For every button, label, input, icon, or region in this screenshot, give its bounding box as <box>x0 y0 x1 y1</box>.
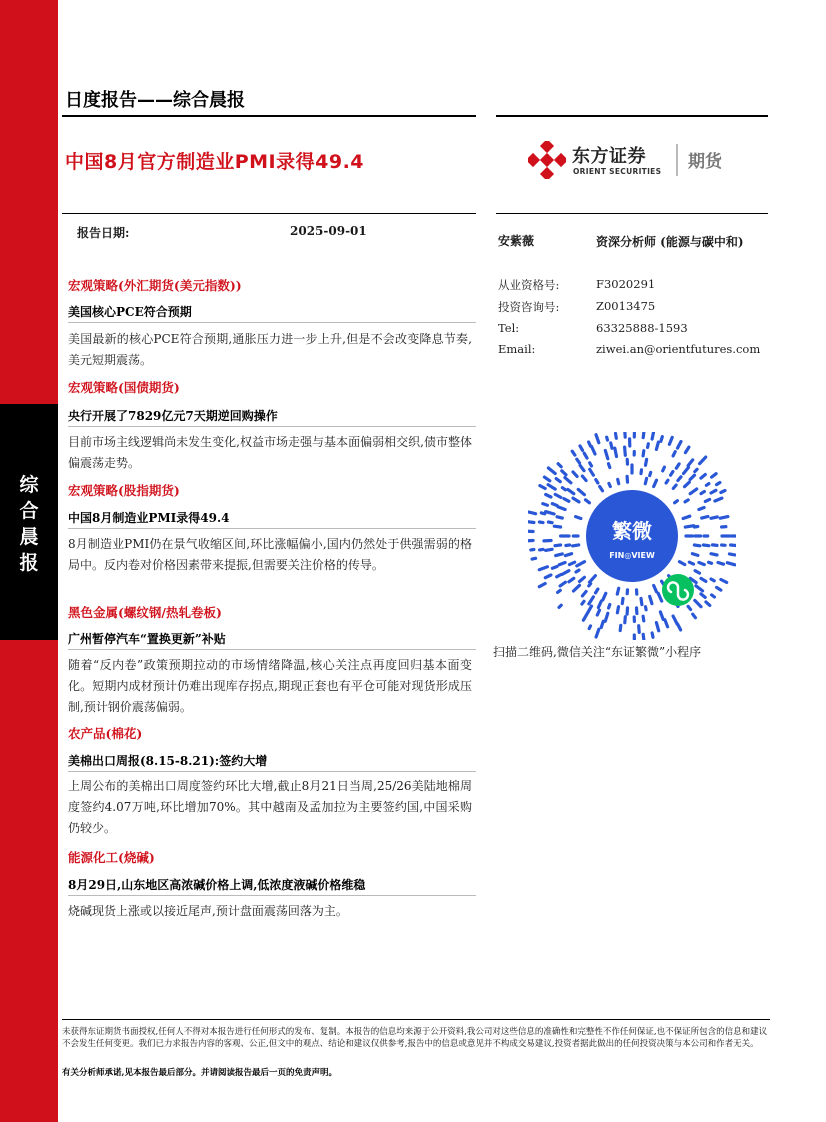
qr-code-mark <box>562 571 569 575</box>
qr-code-mark <box>673 485 676 488</box>
qr-code-mark <box>665 620 668 627</box>
qr-code-mark <box>589 442 591 446</box>
header-rule-left <box>62 115 476 117</box>
qr-code-mark <box>701 492 704 494</box>
qr-code-mark <box>539 584 545 587</box>
qr-code-mark <box>618 479 619 483</box>
qr-code-mark <box>540 549 543 550</box>
report-date-value: 2025-09-01 <box>290 224 367 238</box>
qr-code-mark <box>607 437 608 440</box>
analyst-title: 资深分析师 (能源与碳中和) <box>596 235 744 249</box>
qr-code-mark <box>693 614 696 618</box>
qr-code-mark <box>580 577 585 581</box>
qr-code-mark <box>695 469 697 471</box>
qr-code-mark <box>690 489 697 494</box>
qr-code-mark <box>560 582 565 586</box>
qr-code-mark <box>596 480 598 483</box>
logo-english-name: ORIENT SECURITIES <box>573 167 662 176</box>
qr-code-mark <box>713 545 718 546</box>
qr-code-mark <box>565 554 571 556</box>
qr-center-text: 繁微 <box>612 519 652 543</box>
qr-code-mark <box>605 613 608 621</box>
qr-code-mark <box>558 590 561 592</box>
section-category: 宏观策略(外汇期货(美元指数)) <box>68 278 242 293</box>
qr-code-mark <box>541 513 545 514</box>
section-category: 能源化工(烧碱) <box>68 850 155 865</box>
qr-code-mark <box>562 471 566 475</box>
qr-code-mark <box>596 629 599 637</box>
qr-code-mark <box>570 562 575 564</box>
qr-code-mark <box>729 554 734 555</box>
qr-code-mark <box>675 501 678 503</box>
qr-code-mark <box>711 517 717 518</box>
section-headline: 美棉出口周报(8.15-8.21):签约大增 <box>68 754 268 768</box>
qr-code-mark <box>684 467 689 473</box>
date-rule-right <box>496 213 768 214</box>
qualification-value: F3020291 <box>596 277 656 291</box>
qr-code-mark <box>678 624 681 630</box>
qr-code-mark <box>688 460 693 466</box>
qr-code-mark <box>715 498 722 501</box>
qr-code-mark <box>609 483 610 486</box>
qr-code-mark <box>548 468 555 474</box>
section-divider <box>68 322 476 323</box>
qr-code-mark <box>552 504 557 506</box>
email-link[interactable]: ziwei.an@orientfutures.com <box>596 342 761 356</box>
qr-code-mark <box>546 549 553 550</box>
qr-code-mark <box>566 545 570 546</box>
qr-code-mark <box>622 598 623 603</box>
qr-code-mark <box>685 500 688 502</box>
qr-code-mark <box>558 507 565 510</box>
section-body: 目前市场主线逻辑尚未发生变化,权益市场走强与基本面偏弱相交织,债市整体偏震荡走势。 <box>68 435 472 470</box>
analyst-name: 安紫薇 <box>498 234 535 248</box>
report-type-header: 日度报告——综合晨报 <box>65 90 245 111</box>
section-headline: 央行开展了7829亿元7天期逆回购操作 <box>68 409 278 423</box>
qr-code-mark <box>556 479 560 482</box>
qr-code-mark <box>598 601 601 607</box>
logo-chinese-name: 东方证券 <box>572 146 646 167</box>
qr-code-mark <box>590 469 594 475</box>
qr-code-mark <box>706 602 710 606</box>
qr-code-mark <box>583 614 587 620</box>
qr-code-mark <box>643 451 644 456</box>
qr-code-mark <box>559 563 565 565</box>
qr-code-mark <box>577 459 580 463</box>
tel-value: 63325888-1593 <box>596 321 688 335</box>
qr-code-mark <box>589 597 594 604</box>
qr-code-mark <box>609 464 610 468</box>
qr-code-mark <box>700 457 706 464</box>
qr-code-mark <box>565 478 571 483</box>
qr-code-mark <box>615 448 617 456</box>
section-category: 宏观策略(国债期货) <box>68 380 180 395</box>
qr-code-mark <box>609 605 610 609</box>
qr-code-mark <box>685 482 690 487</box>
footer-disclaimer: 未获得东证期货书面授权,任何人不得对本报告进行任何形式的发布、复制。本报告的信息均来源于公开资料,我公司对这些信息的准确性和完整性不作任何保证,也不保证所包含的信息和建议不会发生任何变更。我们已力求报告内容的客观、公正,但文中的观点、结论和建议仅供参考,报告中的信息或意见并不构成交易建议,投资者据此做出的任何投资决策与本公司和作者无关。 <box>62 1027 768 1049</box>
qr-code-mark <box>617 588 618 594</box>
qr-code-mark <box>573 498 579 502</box>
section-body: 美国最新的核心PCE符合预期,通胀压力进一步上升,但是不会改变降息节奏,美元短期震荡。 <box>68 332 472 367</box>
qr-code-mark <box>669 437 672 444</box>
qr-code-mark <box>554 526 560 527</box>
qr-center-subtext: FIN◎VIEW <box>609 551 655 560</box>
qr-code-mark <box>573 472 577 477</box>
section-divider <box>68 895 476 896</box>
qr-code-mark <box>701 475 705 479</box>
qr-code-mark <box>683 516 690 518</box>
qr-code-mark <box>706 484 709 486</box>
page-title: 中国8月官方制造业PMI录得49.4 <box>65 151 365 173</box>
qr-code-mark <box>539 522 543 523</box>
qr-code-mark <box>625 432 626 437</box>
section-headline: 8月29日,山东地区高浓碱价格上调,低浓度液碱价格维稳 <box>68 878 366 892</box>
qr-code-mark <box>611 443 612 448</box>
qr-code-mark <box>589 584 591 586</box>
qr-code-mark <box>556 554 563 556</box>
qr-code-mark <box>717 483 720 485</box>
qr-code-mark <box>625 617 626 623</box>
qr-code-mark <box>546 495 551 498</box>
qr-code-mark <box>671 472 673 476</box>
qr-code-mark <box>543 504 548 506</box>
qr-code-mark <box>680 562 685 565</box>
qr-code-mark <box>564 499 569 502</box>
left-section-tab-label: 综合晨报 <box>19 474 39 574</box>
qr-code-mark <box>654 480 657 486</box>
qr-code-mark <box>643 432 644 438</box>
footer-rule <box>62 1019 770 1020</box>
qr-code-mark <box>582 601 584 604</box>
email-label: Email: <box>498 342 536 356</box>
qr-code-mark <box>643 634 644 640</box>
qr-code-mark <box>658 593 662 601</box>
qr-code-mark <box>721 580 727 583</box>
section-divider <box>68 771 476 772</box>
consulting-value: Z0013475 <box>596 299 656 313</box>
section-body: 随着“反内卷”政策预期拉动的市场情绪降温,核心关注点再度回归基本面变化。短期内成材预计仍难出现库存拐点,期现正套也有平仓可能对现货形成压制,预计钢价震荡偏弱。 <box>68 658 472 714</box>
qr-code-mark <box>678 442 682 449</box>
qr-code-mark <box>596 435 599 443</box>
section-body: 烧碱现货上涨或以接近尾声,预计盘面震荡回落为主。 <box>68 904 348 918</box>
analyst-commitment-note: 有关分析师承诺,见本报告最后部分。并请阅读报告最后一页的免责声明。 <box>62 1068 337 1078</box>
qr-code-mark <box>548 522 552 523</box>
section-divider <box>68 426 476 427</box>
qr-code-mark <box>616 433 617 438</box>
section-category: 黑色金属(螺纹钢/热轧卷板) <box>68 605 222 620</box>
header-rule-right <box>496 115 768 117</box>
section-headline: 美国核心PCE符合预期 <box>68 305 192 319</box>
section-divider <box>68 528 476 529</box>
qr-code-mark <box>574 585 580 591</box>
qr-code-mark <box>703 545 709 546</box>
qr-code-mark <box>582 592 586 596</box>
qr-code-mark <box>666 480 668 483</box>
wechat-miniprogram-qr-code[interactable] <box>528 432 736 640</box>
qr-code-mark <box>555 494 561 497</box>
qualification-label: 从业资格号: <box>498 278 560 292</box>
qr-code-mark <box>617 607 618 613</box>
qr-code-mark <box>711 490 716 493</box>
qr-code-mark <box>557 517 562 518</box>
qr-code-mark <box>588 606 592 613</box>
qr-code-mark <box>712 595 715 597</box>
qr-code-mark <box>689 562 693 564</box>
qr-code-mark <box>718 563 724 565</box>
qr-code-mark <box>557 575 561 577</box>
qr-code-mark <box>552 567 557 569</box>
qr-code-mark <box>576 570 579 572</box>
qr-code-mark <box>646 607 647 610</box>
section-category: 农产品(棉花) <box>68 726 143 741</box>
qr-code-mark <box>590 463 592 466</box>
qr-code-mark <box>592 447 595 455</box>
qr-code-mark <box>656 442 658 449</box>
qr-code-mark <box>721 491 725 493</box>
qr-code-mark <box>562 488 565 490</box>
section-headline: 广州暂停汽车“置换更新”补贴 <box>68 632 226 646</box>
qr-code-mark <box>548 485 555 489</box>
qr-code-mark <box>568 489 574 493</box>
qr-code-mark <box>590 576 596 583</box>
section-body: 8月制造业PMI仍在景气收缩区间,环比涨幅偏小,国内仍然处于供强需弱的格局中。反内卷对价格因素带来提振,但需要关注价格的传导。 <box>68 537 472 572</box>
qr-code-mark <box>727 563 735 565</box>
qr-code-mark <box>711 579 714 581</box>
qr-code-mark <box>676 464 679 468</box>
qr-code-mark <box>696 586 703 591</box>
qr-code-mark <box>711 554 717 555</box>
qr-code-mark <box>532 558 536 559</box>
qr-code-mark <box>656 623 658 631</box>
qr-code-mark <box>695 600 701 606</box>
qr-caption: 扫描二维码,微信关注“东证繁微”小程序 <box>493 645 702 659</box>
qr-code-mark <box>678 477 681 481</box>
qr-code-mark <box>589 626 590 629</box>
qr-code-mark <box>717 587 721 590</box>
qr-code-mark <box>528 521 534 522</box>
qr-code-mark <box>555 545 561 546</box>
qr-code-mark <box>582 476 586 480</box>
qr-code-mark <box>694 527 697 528</box>
qr-code-mark <box>584 453 587 458</box>
qr-code-mark <box>580 465 584 470</box>
qr-code-mark <box>603 593 606 600</box>
qr-code-mark <box>586 500 590 503</box>
qr-code-mark <box>650 472 651 475</box>
qr-code-mark <box>663 467 665 471</box>
qr-code-mark <box>639 626 640 633</box>
qr-code-mark <box>578 489 584 494</box>
qr-code-mark <box>702 517 708 519</box>
qr-code-mark <box>712 474 717 477</box>
qr-code-mark <box>705 499 709 501</box>
qr-code-mark <box>545 575 551 578</box>
qr-code-mark <box>601 621 603 627</box>
section-category: 宏观策略(股指期货) <box>68 483 180 498</box>
qr-code-mark <box>650 596 652 603</box>
qr-code-mark <box>685 526 694 527</box>
qr-code-mark <box>544 477 549 481</box>
qr-code-mark <box>648 444 649 448</box>
qr-code-mark <box>720 517 728 519</box>
logo-divider <box>676 144 678 176</box>
date-rule-left <box>62 213 476 214</box>
qr-code-mark <box>597 610 599 615</box>
qr-code-mark <box>701 578 706 581</box>
qr-code-mark <box>577 562 585 566</box>
report-date-label: 报告日期: <box>77 226 130 240</box>
tel-label: Tel: <box>498 321 520 335</box>
qr-code-mark <box>559 605 561 607</box>
logo-division: 期货 <box>688 152 722 172</box>
qr-code-mark <box>580 446 583 450</box>
qr-code-mark <box>731 545 736 546</box>
qr-code-mark <box>692 554 698 556</box>
qr-code-mark <box>558 464 561 467</box>
qr-code-mark <box>660 612 663 620</box>
orient-logo-icon <box>528 141 566 179</box>
qr-code-mark <box>572 451 575 455</box>
qr-code-mark <box>625 447 626 455</box>
qr-code-mark <box>569 578 574 582</box>
consulting-label: 投资咨询号: <box>498 300 560 314</box>
qr-code-mark <box>652 633 653 637</box>
qr-code-mark <box>573 545 579 546</box>
qr-code-mark <box>645 478 646 483</box>
qr-code-mark <box>685 447 689 453</box>
qr-code-mark <box>539 567 547 570</box>
qr-code-mark <box>641 598 642 604</box>
qr-code-mark <box>688 606 691 609</box>
qr-code-mark <box>694 545 700 546</box>
qr-code-mark <box>643 616 644 621</box>
qr-code-mark <box>620 625 621 630</box>
qr-code-mark <box>661 437 662 442</box>
qr-code-mark <box>699 508 704 510</box>
company-logo <box>528 138 758 182</box>
qr-code-mark <box>652 432 654 439</box>
qr-code-mark <box>641 470 642 474</box>
section-body: 上周公布的美棉出口周度签约环比大增,截止8月21日当周,25/26美陆地棉周度签约4.07万吨,环比增加70%。其中越南及孟加拉为主要签约国,中国采购仍较少。 <box>68 779 472 835</box>
qr-code-mark <box>596 589 598 593</box>
section-divider <box>68 649 476 650</box>
qr-code-mark <box>709 562 712 563</box>
qr-code-mark <box>576 517 581 519</box>
qr-code-mark <box>600 487 603 491</box>
qr-code-mark <box>654 586 657 592</box>
qr-code-mark <box>529 512 536 514</box>
qr-code-mark <box>646 459 647 465</box>
qr-code-mark <box>605 451 608 459</box>
qr-code-mark <box>699 563 704 565</box>
qr-code-mark <box>690 475 694 479</box>
qr-code-mark <box>540 486 545 489</box>
qr-code-mark <box>695 571 699 573</box>
section-headline: 中国8月制造业PMI录得49.4 <box>68 511 230 525</box>
qr-code-mark <box>673 452 675 456</box>
qr-code-mark <box>701 594 705 598</box>
qr-code-mark <box>546 512 555 514</box>
